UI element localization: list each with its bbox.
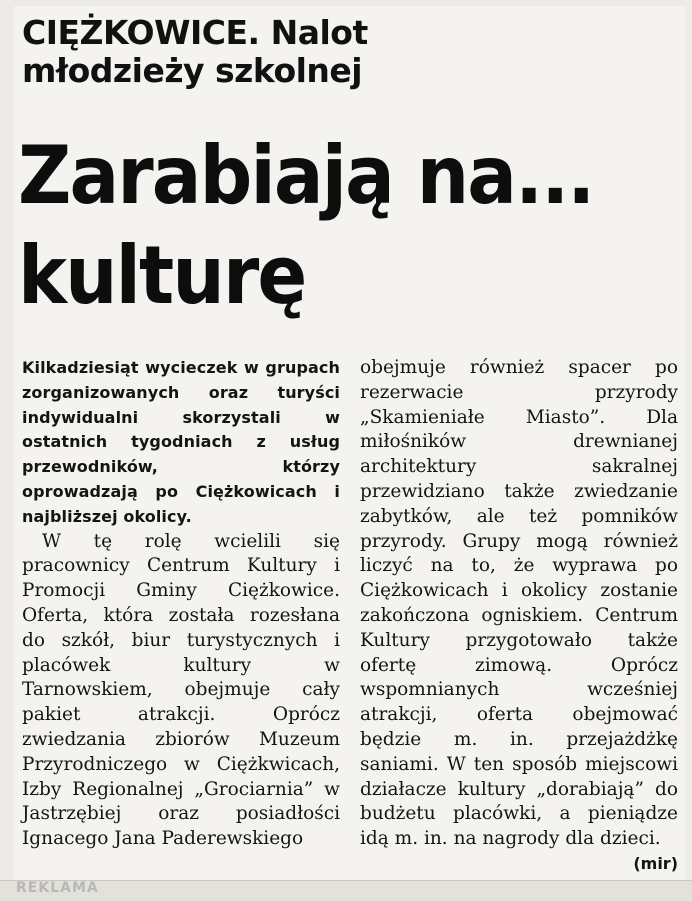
article-kicker: CIĘŻKOWICE. Nalot młodzieży szkolnej — [22, 13, 368, 90]
advertisement-strip — [0, 880, 692, 901]
article-body-right-text: obejmuje również spacer po rezerwacie przyrody „Skamieniałe Miasto”. Dla miłośników drewnianej architektury sakralnej przewidziano także zwiedzanie zabytków, ale też pomników przyrody. Grupy mogą również liczyć na to, że wyprawa po Ciężkowicach i okolicy zostanie zakończona ogniskiem. Centrum Kultury przygotowało także ofertę zimową. Oprócz wspomnianych wcześniej atrakcji, oferta obejmować będzie m. in. przejażdżkę saniami. W ten sposób miejscowi działacze kultury „dorabiają” do budżetu placówki, a pieniądze idą m. in. na nagrody dla dzieci. — [360, 357, 678, 850]
article-byline: (mir) — [633, 853, 678, 873]
article-body-right — [360, 356, 678, 873]
advertisement-label: REKLAMA — [16, 880, 99, 896]
article-headline: Zarabiają na... kulturę — [18, 129, 594, 322]
article-clipping — [14, 6, 686, 886]
column-left — [22, 356, 340, 852]
article-body-left: W tę rolę wcielili się pracownicy Centrum Kultury i Promocji Gminy Ciężkowice. Oferta, która została rozesłana do szkół, biur turystycznych i placówek kultury w Tarnowskiem, obejmuje cały pakiet atrakcji. Oprócz zwiedzania zbiorów Muzeum Przyrodniczego w Ciężkwicach, Izby Regionalnej „Grociarnia” w Jastrzębiej oraz posiadłości Ignacego Jana Paderewskiego — [22, 530, 340, 850]
column-right — [360, 356, 678, 877]
article-lead: Kilkadziesiąt wycieczek w grupach zorganizowanych oraz turyści indywidualni skorzystali w ostatnich tygodniach z usług przewodników, którzy oprowadzają po Ciężkowicach i najbliższej okolicy. — [22, 358, 340, 526]
